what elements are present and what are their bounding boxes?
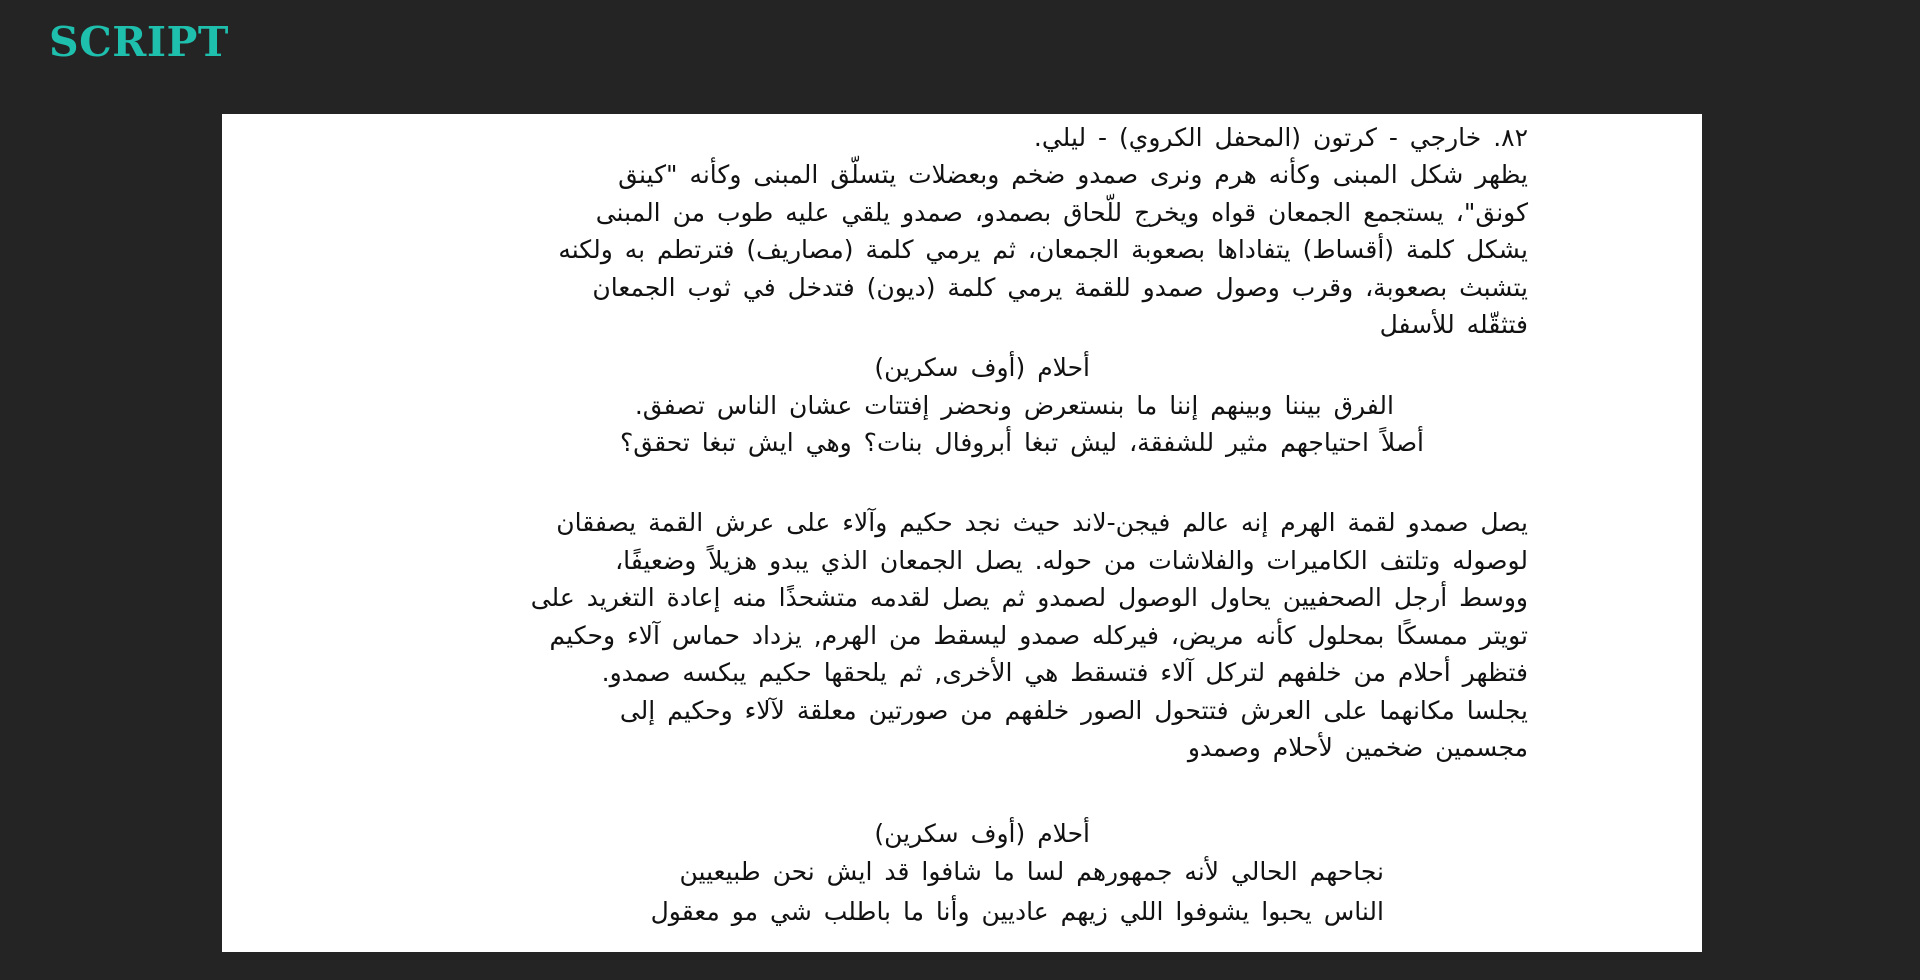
action-line: يظهر شكل المبنى وكأنه هرم ونرى صمدو ضخم وبعضلات يتسلّق المبنى وكأنه "كينق: [618, 160, 1528, 189]
script-page: [222, 114, 1702, 952]
action-line: فتظهر أحلام من خلفهم لتركل آلاء فتسقط هي الأخرى, ثم يلحقها حكيم يبكسه صمدو.: [601, 658, 1528, 687]
action-line: ووسط أرجل الصحفيين يحاول الوصول لصمدو ثم يصل لقدمه متشحذًا منه إعادة التغريد على: [530, 583, 1528, 612]
scene-heading: ٨٢. خارجي - كرتون (المحفل الكروي) - ليلي.: [1033, 123, 1528, 152]
dialogue-line: نجاحهم الحالي لأنه جمهورهم لسا ما شافوا قد ايش نحن طبيعيين: [679, 857, 1384, 886]
action-line: يجلسا مكانهما على العرش فتتحول الصور خلفهم من صورتين معلقة لآلاء وحكيم إلى: [619, 696, 1528, 725]
dialogue-line: الفرق بيننا وبينهم إننا ما بنستعرض ونحضر إفتتات عشان الناس تصفق.: [634, 391, 1394, 420]
action-line: يصل صمدو لقمة الهرم إنه عالم فيجن-لاند حيث نجد حكيم وآلاء على عرش القمة يصفقان: [556, 508, 1528, 537]
action-line: يتشبث بصعوبة، وقرب وصول صمدو للقمة يرمي كلمة (ديون) فتدخل في ثوب الجمعان: [592, 273, 1528, 302]
character-cue: أحلام (أوف سكرين): [874, 819, 1090, 848]
action-line: كونق"، يستجمع الجمعان قواه ويخرج للّحاق بصمدو، صمدو يلقي عليه طوب من المبنى: [595, 198, 1528, 227]
dialogue-line: أصلاً احتياجهم مثير للشفقة، ليش تبغا أبروفال بنات؟ وهي ايش تبغا تحقق؟: [619, 428, 1424, 457]
action-line: تويتر ممسكًا بمحلول كأنه مريض، فيركله صمدو ليسقط من الهرم, يزداد حماس آلاء وحكيم: [549, 621, 1528, 650]
character-cue: أحلام (أوف سكرين): [874, 353, 1090, 382]
action-line: مجسمين ضخمين لأحلام وصمدو: [1187, 733, 1528, 762]
action-line: يشكل كلمة (أقساط) يتفاداها بصعوبة الجمعان، ثم يرمي كلمة (مصاريف) فترتطم به ولكنه: [558, 235, 1528, 264]
app-logo[interactable]: SCRIPT: [49, 18, 229, 66]
action-line: فتثقّله للأسفل: [1379, 310, 1528, 339]
dialogue-line: الناس يحبوا يشوفوا اللي زيهم عاديين وأنا ما باطلب شي مو معقول: [650, 897, 1384, 926]
action-line: لوصوله وتلتف الكاميرات والفلاشات من حوله. يصل الجمعان الذي يبدو هزيلاً وضعيفًا،: [615, 546, 1528, 575]
